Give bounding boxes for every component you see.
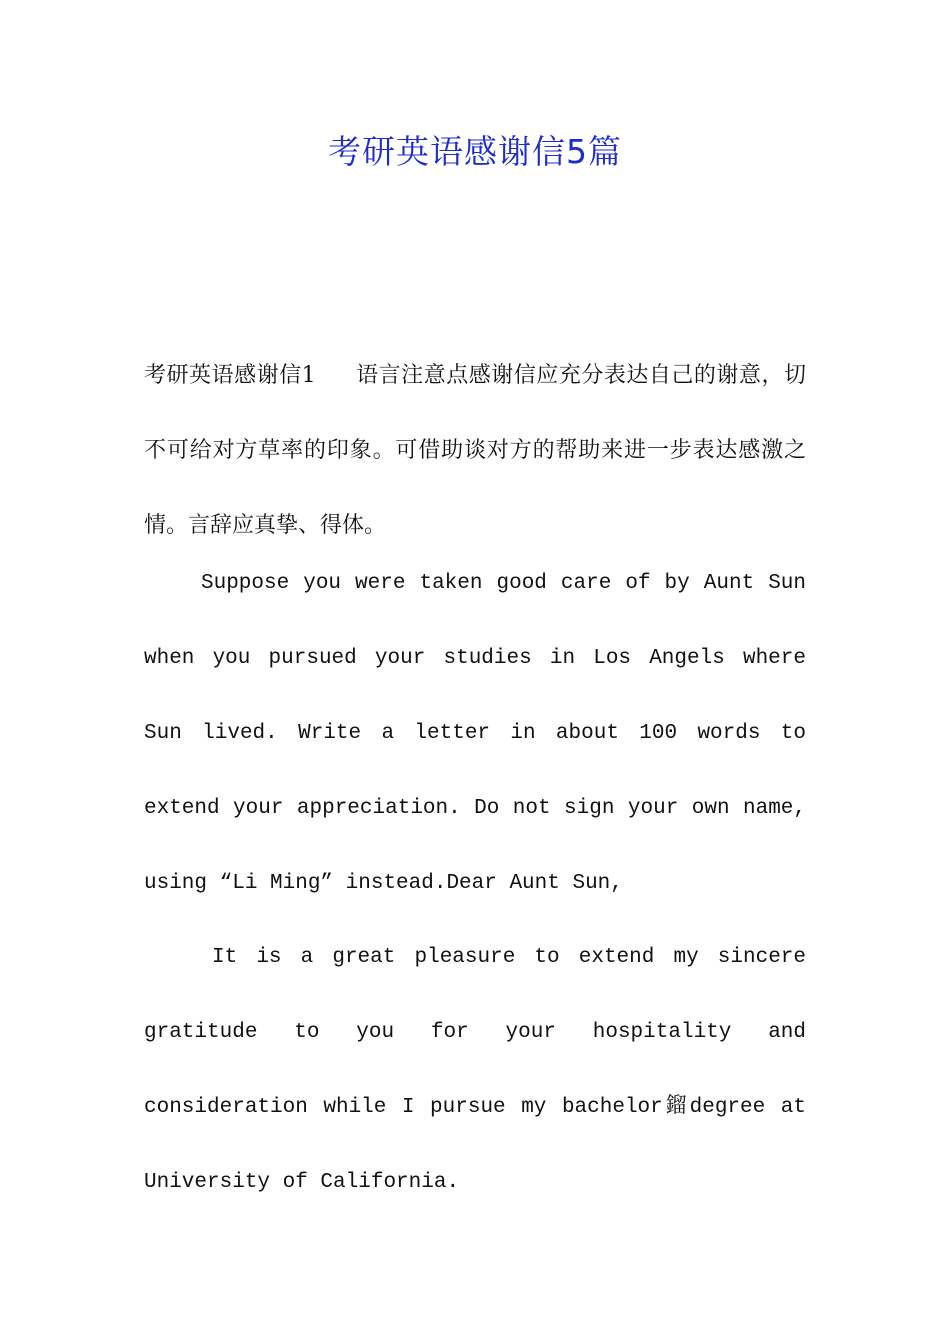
document-title: 考研英语感谢信5篇	[328, 132, 622, 171]
intro-heading: 考研英语感谢信1	[144, 363, 316, 388]
prompt-paragraph: Suppose you were taken good care of by Aunt Sun when you pursued your studies in Los Angels where Sun lived. Write a letter in about 100 words to extend your appreciation. Do not sign your own name, using “Li Ming” instead.Dear Aunt Sun,	[144, 572, 806, 895]
intro-text: 语言注意点感谢信应充分表达自己的谢意，切不可给对方草率的印象。可借助谈对方的帮助来进一步表达感激之情。言辞应真挚、得体。	[144, 363, 806, 538]
intro-paragraph	[144, 338, 806, 563]
letter-paragraph: It is a great pleasure to extend my sincere gratitude to you for your hospitality and consideration while I pursue my bachelor鎦degree at University of California.	[144, 946, 806, 1194]
